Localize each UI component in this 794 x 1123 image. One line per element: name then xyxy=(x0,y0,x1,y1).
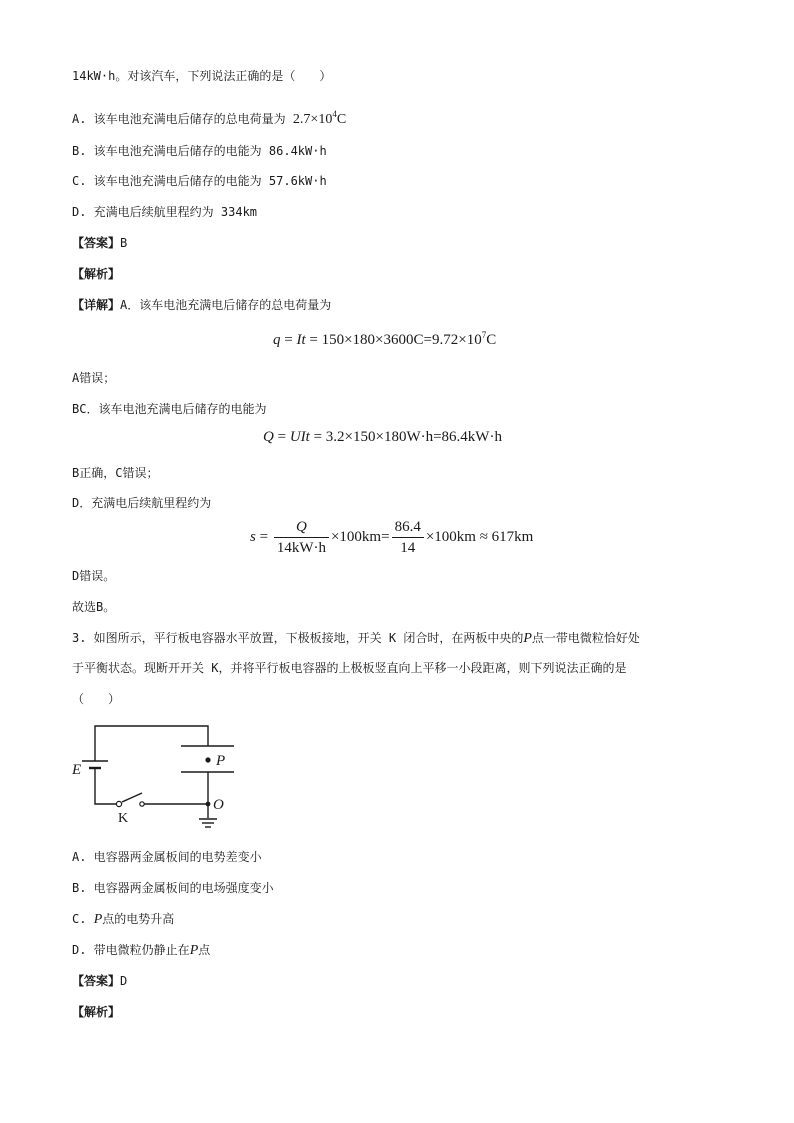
bc-text: BC．该车电池充满电后储存的电能为 xyxy=(72,402,267,416)
answer2-value: D xyxy=(120,974,128,988)
circuit-diagram xyxy=(68,718,268,838)
q3-line-2: 于平衡状态。现断开开关 K，并将平行板电容器的上极板竖直向上平移一小段距离，则下列说法正确的是 xyxy=(72,661,627,675)
answer-2 xyxy=(72,972,127,990)
d-text: D．充满电后续航里程约为 xyxy=(72,496,212,510)
b-right: B正确，C错误； xyxy=(72,466,159,480)
option-a-value: $2.7\times 10^4C$ xyxy=(292,109,347,127)
node-o-dot xyxy=(206,802,211,807)
answer-value: B xyxy=(120,236,128,250)
label-e: E xyxy=(72,762,82,778)
fraction-1: $\frac{Q}{14kW\cdot h}$ xyxy=(274,517,329,558)
question-tail: 14kW·h。对该汽车，下列说法正确的是（ ） xyxy=(72,69,332,83)
switch-contact-left xyxy=(116,801,121,806)
detail-text: A．该车电池充满电后储存的总电荷量为 xyxy=(120,298,332,312)
switch-contact-right xyxy=(140,802,144,806)
answer-1 xyxy=(72,234,127,252)
q3-option-d: D. 带电微粒仍静止在P点 xyxy=(72,943,211,958)
q3-line-1: 3. 如图所示，平行板电容器水平放置，下极板接地，开关 K 闭合时，在两板中央的P点一带电微粒恰好处 xyxy=(72,631,640,646)
answer2-label: 【答案】 xyxy=(72,974,121,988)
option-d: D. 充满电后续航里程约为 334km xyxy=(72,205,258,219)
option-a-text: A. 该车电池充满电后储存的总电荷量为 xyxy=(72,112,286,126)
label-k: K xyxy=(118,811,129,826)
detail-label: 【详解】 xyxy=(72,298,121,312)
option-b: B. 该车电池充满电后储存的电能为 86.4kW·h xyxy=(72,144,327,158)
left-wire xyxy=(95,768,116,804)
option-a xyxy=(72,105,346,129)
label-p: P xyxy=(216,753,226,769)
q3-option-a: A. 电容器两金属板间的电势差变小 xyxy=(72,850,262,864)
analysis-label: 【解析】 xyxy=(72,267,121,281)
point-p-dot xyxy=(205,757,210,762)
detail-line xyxy=(72,296,331,314)
formula-energy: Q = UIt = 3.2×150×180W·h=86.4kW·h xyxy=(263,429,502,445)
q3-option-b: B. 电容器两金属板间的电场强度变小 xyxy=(72,881,274,895)
fraction-2: $\frac{86.4}{14}$ xyxy=(392,517,424,558)
analysis2-label: 【解析】 xyxy=(72,1005,121,1019)
formula-range: s = $\frac{Q}{14kW\cdot h}$ ×100km= $\frac{86.4}{14}$ ×100km ≈ 617km xyxy=(250,519,534,556)
a-wrong: A错误； xyxy=(72,371,116,385)
answer-label: 【答案】 xyxy=(72,236,121,250)
q3-line-3: （ ） xyxy=(72,692,121,706)
formula-charge: $q = It = 150\times 180\times 3600C=9.72\times 10^7C$ xyxy=(273,330,497,348)
label-o: O xyxy=(213,797,224,813)
switch-lever xyxy=(122,793,142,802)
top-wire xyxy=(95,726,208,761)
option-c: C. 该车电池充满电后储存的电能为 57.6kW·h xyxy=(72,174,327,188)
d-wrong: D错误。 xyxy=(72,569,116,583)
choose-b: 故选B。 xyxy=(72,600,116,614)
q3-option-c: C. P点的电势升高 xyxy=(72,912,175,927)
